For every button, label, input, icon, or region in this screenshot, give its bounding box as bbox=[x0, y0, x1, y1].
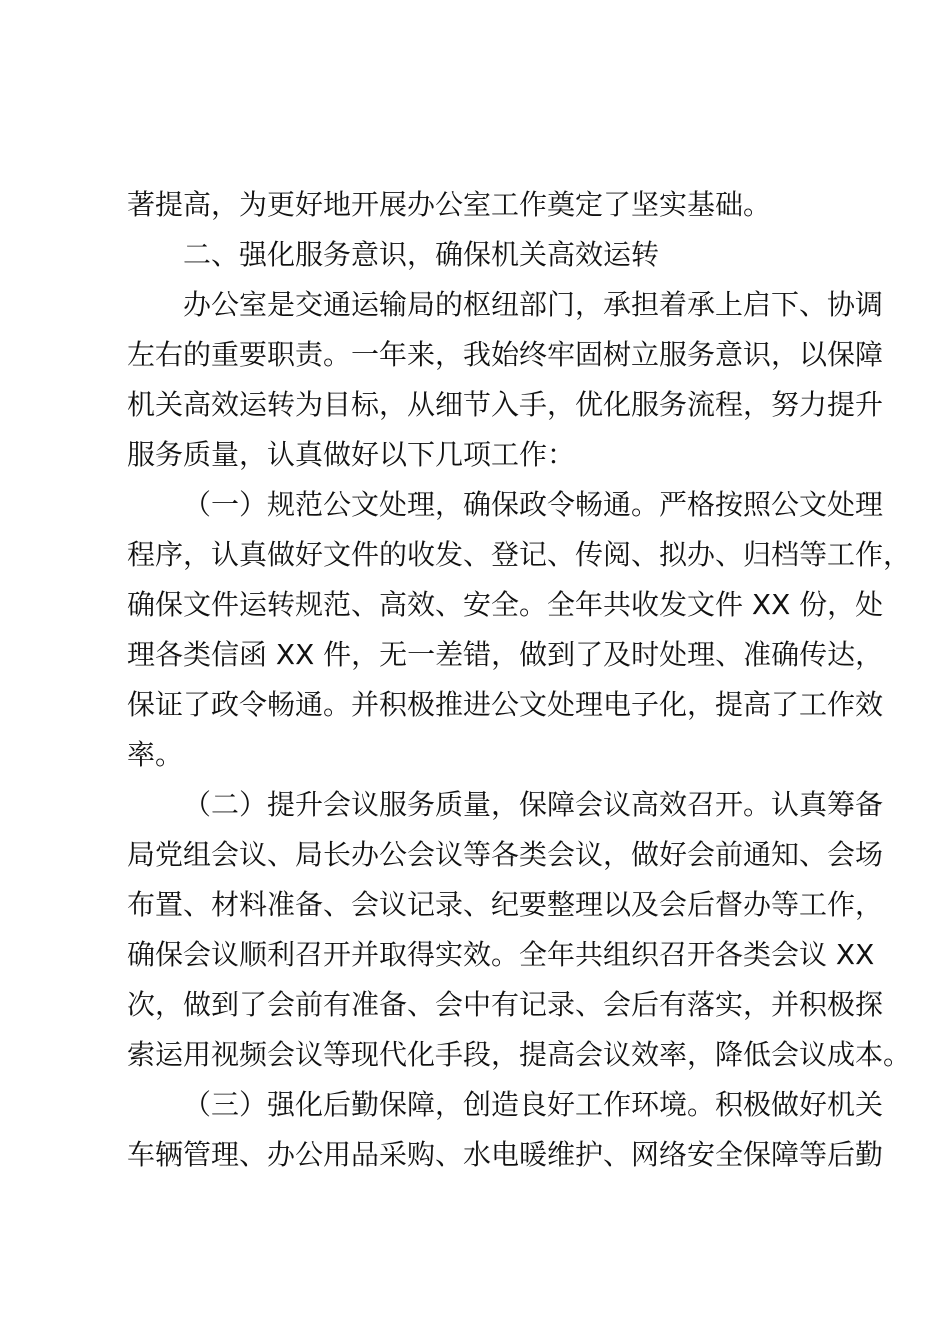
text-line: 著提高，为更好地开展办公室工作奠定了坚实基础。 bbox=[127, 188, 772, 221]
text-line: 确保文件运转规范、高效、安全。全年共收发文件 XX 份，处 bbox=[127, 588, 884, 621]
subsection-first-line: （三）强化后勤保障，创造良好工作环境。积极做好机关 bbox=[183, 1088, 884, 1121]
text-line: 左右的重要职责。一年来，我始终牢固树立服务意识，以保障 bbox=[127, 338, 884, 371]
text-line: 局党组会议、局长办公会议等各类会议，做好会前通知、会场 bbox=[127, 838, 884, 871]
subsection-first-line: （二）提升会议服务质量，保障会议高效召开。认真筹备 bbox=[183, 788, 884, 821]
text-line: 率。 bbox=[127, 738, 184, 771]
text-line: 机关高效运转为目标，从细节入手，优化服务流程，努力提升 bbox=[127, 388, 884, 421]
text-line: 理各类信函 XX 件，无一差错，做到了及时处理、准确传达， bbox=[127, 638, 884, 671]
text-line: 次，做到了会前有准备、会中有记录、会后有落实，并积极探 bbox=[127, 988, 884, 1021]
text-line: 车辆管理、办公用品采购、水电暖维护、网络安全保障等后勤 bbox=[127, 1138, 884, 1171]
text-line: 布置、材料准备、会议记录、纪要整理以及会后督办等工作， bbox=[127, 888, 884, 921]
text-line: 索运用视频会议等现代化手段，提高会议效率，降低会议成本。 bbox=[127, 1038, 912, 1071]
text-line: 保证了政令畅通。并积极推进公文处理电子化，提高了工作效 bbox=[127, 688, 884, 721]
text-line: 服务质量，认真做好以下几项工作： bbox=[127, 438, 576, 471]
paragraph-first-line: 办公室是交通运输局的枢纽部门，承担着承上启下、协调 bbox=[183, 288, 884, 321]
text-line: 程序，认真做好文件的收发、登记、传阅、拟办、归档等工作， bbox=[127, 538, 912, 571]
text-line: 确保会议顺利召开并取得实效。全年共组织召开各类会议 XX bbox=[127, 938, 875, 971]
subsection-first-line: （一）规范公文处理，确保政令畅通。严格按照公文处理 bbox=[183, 488, 884, 521]
section-heading: 二、强化服务意识，确保机关高效运转 bbox=[183, 238, 660, 271]
